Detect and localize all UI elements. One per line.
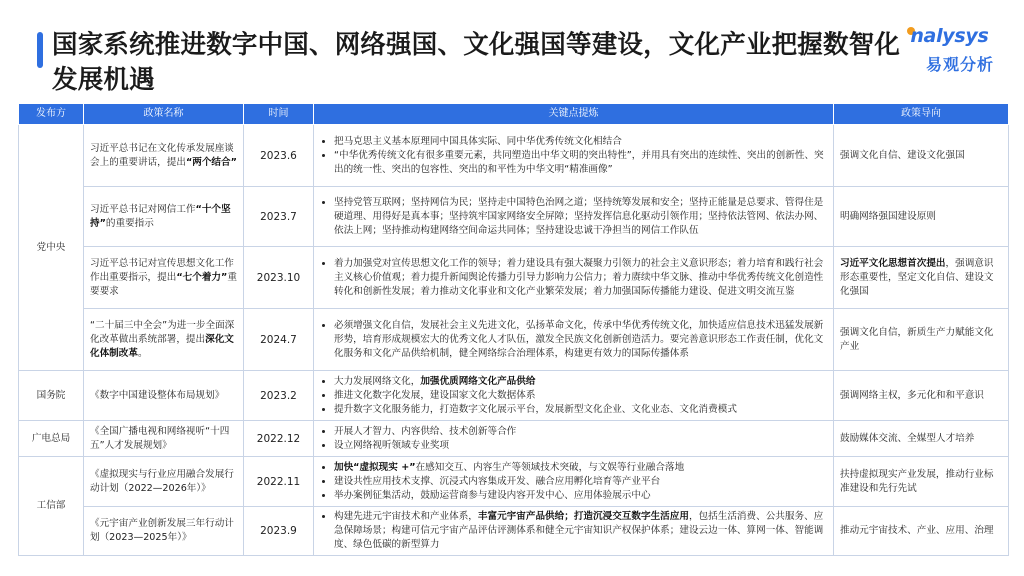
key-points-list — [320, 425, 827, 453]
policy-name: 《全国广播电视和网络视听“十四五”人才发展规划》 — [90, 425, 230, 451]
key-points-list — [320, 135, 827, 177]
guidance-emphasis: 习近平文化思想首次提出 — [840, 257, 946, 269]
policy-name: 习近平总书记对网信工作 — [90, 203, 196, 215]
key-point-item: • 大力发展网络文化，加强优质网络文化产品供给 — [334, 375, 827, 389]
table-row — [19, 507, 1009, 556]
key-points-cell — [314, 125, 834, 187]
policy-name-suffix: 。 — [137, 347, 148, 359]
key-point-item: • 建设共性应用技术支撑、沉浸式内容集成开发、融合应用孵化培育等产业平台 — [334, 475, 827, 489]
policy-name-suffix: 重要要求 — [90, 271, 237, 297]
guidance-cell — [834, 125, 1009, 187]
policy-name-emphasis: 深化文化体制改革 — [90, 333, 234, 359]
policy-name-cell — [84, 309, 244, 371]
guidance-text: ，强调意识形态重要性，坚定文化自信、建设文化强国 — [840, 257, 994, 297]
key-points-cell — [314, 507, 834, 556]
key-point-item: • 坚持党管互联网；坚持网信为民；坚持走中国特色治网之道；坚持统筹发展和安全；坚持正能量是总要求、管得住是硬道理、用得好是真本事；坚持筑牢国家网络安全屏障；坚持发挥信息化驱动引领作用；坚持依法管网、依法办网、依法上网；坚持推动构建网络空间命运共同体；坚持建设忠诚干净担当的网信工作队伍 — [334, 196, 827, 238]
guidance-text: 强调文化自信、建设文化强国 — [840, 149, 965, 161]
policy-table — [18, 103, 1009, 556]
key-points-cell — [314, 421, 834, 457]
key-point-item: • “中华优秀传统文化有很多重要元素，共同塑造出中华文明的突出特性”，并用具有突出的连续性、突出的创新性、突出的统一性、突出的包容性、突出的和平性为中华文明“精准画像” — [334, 149, 827, 177]
policy-name-cell — [84, 507, 244, 556]
policy-name-cell — [84, 125, 244, 187]
publisher-cell: 工信部 — [19, 457, 84, 556]
guidance-cell — [834, 371, 1009, 421]
policy-name-cell — [84, 187, 244, 247]
policy-name: 《数字中国建设整体布局规划》 — [90, 389, 225, 401]
page-title: 国家系统推进数字中国、网络强国、文化强国等建设，文化产业把握数智化发展机遇 — [52, 30, 901, 95]
policy-name-cell — [84, 457, 244, 507]
policy-name-suffix: 的重要指示 — [105, 217, 154, 229]
policy-name: 习近平总书记在文化传承发展座谈会上的重要讲话，提出 — [90, 142, 234, 168]
table-row — [19, 309, 1009, 371]
policy-name: 习近平总书记对宣传思想文化工作作出重要指示，提出 — [90, 257, 234, 283]
table-row — [19, 421, 1009, 457]
title-accent-bar — [37, 32, 43, 68]
policy-name-emphasis: “两个结合” — [185, 156, 237, 168]
key-points-cell — [314, 457, 834, 507]
table-row — [19, 457, 1009, 507]
logo-brand: nalysys — [910, 25, 989, 47]
key-point-item: • 举办案例征集活动，鼓励运营商参与建设内容开发中心、应用体验展示中心 — [334, 489, 827, 503]
key-points-cell — [314, 247, 834, 309]
guidance-text: 推动元宇宙技术、产业、应用、治理 — [840, 525, 994, 536]
policy-name-emphasis: “十个坚持” — [90, 203, 231, 229]
key-point-item: • 加快“虚拟现实 +”在感知交互、内容生产等领域技术突破，与文娱等行业融合落地 — [334, 461, 827, 475]
table-body — [19, 125, 1009, 556]
guidance-cell — [834, 309, 1009, 371]
guidance-text: 扶持虚拟现实产业发展，推动行业标准建设和先行先试 — [840, 468, 994, 494]
key-points-list — [320, 461, 827, 503]
header-key-points: 关键点提炼 — [314, 104, 834, 125]
key-points-list — [320, 257, 827, 299]
table-row — [19, 125, 1009, 187]
time-cell: 2023.2 — [244, 371, 314, 421]
guidance-text: 明确网络强国建设原则 — [840, 210, 936, 222]
key-points-cell — [314, 187, 834, 247]
time-cell: 2024.7 — [244, 309, 314, 371]
analysys-logo — [904, 25, 1014, 75]
policy-name: 《虚拟现实与行业应用融合发展行动计划（2022—2026年）》 — [90, 468, 234, 494]
logo-brand-cn: 易观分析 — [926, 55, 995, 74]
key-point-item: • 提升数字文化服务能力，打造数字文化展示平台，发展新型文化企业、文化业态、文化消费模式 — [334, 403, 827, 417]
key-points-list — [320, 375, 827, 417]
key-points-cell — [314, 309, 834, 371]
key-point-item: • 推进文化数字化发展，建设国家文化大数据体系 — [334, 389, 827, 403]
policy-name-cell — [84, 247, 244, 309]
header-time: 时间 — [244, 104, 314, 125]
guidance-cell — [834, 457, 1009, 507]
time-cell: 2023.10 — [244, 247, 314, 309]
guidance-cell — [834, 421, 1009, 457]
key-points-list — [320, 319, 827, 361]
time-cell: 2022.11 — [244, 457, 314, 507]
header-policy-name: 政策名称 — [84, 104, 244, 125]
guidance-text: 鼓励媒体交流、全媒型人才培养 — [840, 432, 975, 444]
table-header-row — [19, 104, 1009, 125]
policy-name: “二十届三中全会”为进一步全面深化改革做出系统部署，提出 — [90, 319, 235, 345]
time-cell: 2023.6 — [244, 125, 314, 187]
key-point-item: • 着力加强党对宣传思想文化工作的领导；着力建设具有强大凝聚力引领力的社会主义意识形态；着力培育和践行社会主义核心价值观；着力提升新闻舆论传播力引导力影响力公信力；着力赓续中华文脉、推动中华优秀传统文化创造性转化和创新性发展；着力推动文化事业和文化产业繁荣发展；着力加强国际传播能力建设、促进文明交流互鉴 — [334, 257, 827, 299]
key-point-item: • 设立网络视听领域专业奖项 — [334, 439, 827, 453]
key-point-item: • 必须增强文化自信，发展社会主义先进文化，弘扬革命文化，传承中华优秀传统文化，加快适应信息技术迅猛发展新形势，培育形成规模宏大的优秀文化人才队伍，激发全民族文化创新创造活力。要完善意识形态工作责任制，优化文化服务和文化产品供给机制，健全网络综合治理体系，构建更有效力的国际传播体系 — [334, 319, 827, 361]
policy-name-cell — [84, 371, 244, 421]
table-row — [19, 247, 1009, 309]
header-guidance: 政策导向 — [834, 104, 1009, 125]
policy-name-cell — [84, 421, 244, 457]
guidance-cell — [834, 187, 1009, 247]
table-row — [19, 187, 1009, 247]
guidance-text: 强调文化自信，新质生产力赋能文化产业 — [840, 326, 994, 352]
time-cell: 2023.7 — [244, 187, 314, 247]
key-points-list — [320, 196, 827, 238]
key-point-item: • 把马克思主义基本原理同中国具体实际、同中华优秀传统文化相结合 — [334, 135, 827, 149]
publisher-cell: 国务院 — [19, 371, 84, 421]
publisher-cell: 广电总局 — [19, 421, 84, 457]
guidance-cell — [834, 507, 1009, 556]
policy-name-emphasis: “七个着力” — [176, 271, 228, 283]
time-cell: 2023.9 — [244, 507, 314, 556]
guidance-text: 强调网络主权，多元化和和平意识 — [840, 389, 984, 401]
policy-name: 《元宇宙产业创新发展三年行动计划（2023—2025年）》 — [90, 518, 234, 543]
header-publisher: 发布方 — [19, 104, 84, 125]
guidance-cell — [834, 247, 1009, 309]
time-cell: 2022.12 — [244, 421, 314, 457]
key-point-item: • 开展人才智力、内容供给、技术创新等合作 — [334, 425, 827, 439]
table-row — [19, 371, 1009, 421]
key-points-list — [320, 510, 827, 552]
publisher-cell: 党中央 — [19, 125, 84, 371]
key-point-item: • 构建先进元宇宙技术和产业体系，丰富元宇宙产品供给；打造沉浸交互数字生活应用，包括生活消费、公共服务、应急保障场景；构建可信元宇宙产品评估评测体系和健全元宇宙知识产权保护体系；建设云边一体、算网一体、智能调度、绿色低碳的新型算力 — [334, 510, 827, 552]
key-points-cell — [314, 371, 834, 421]
